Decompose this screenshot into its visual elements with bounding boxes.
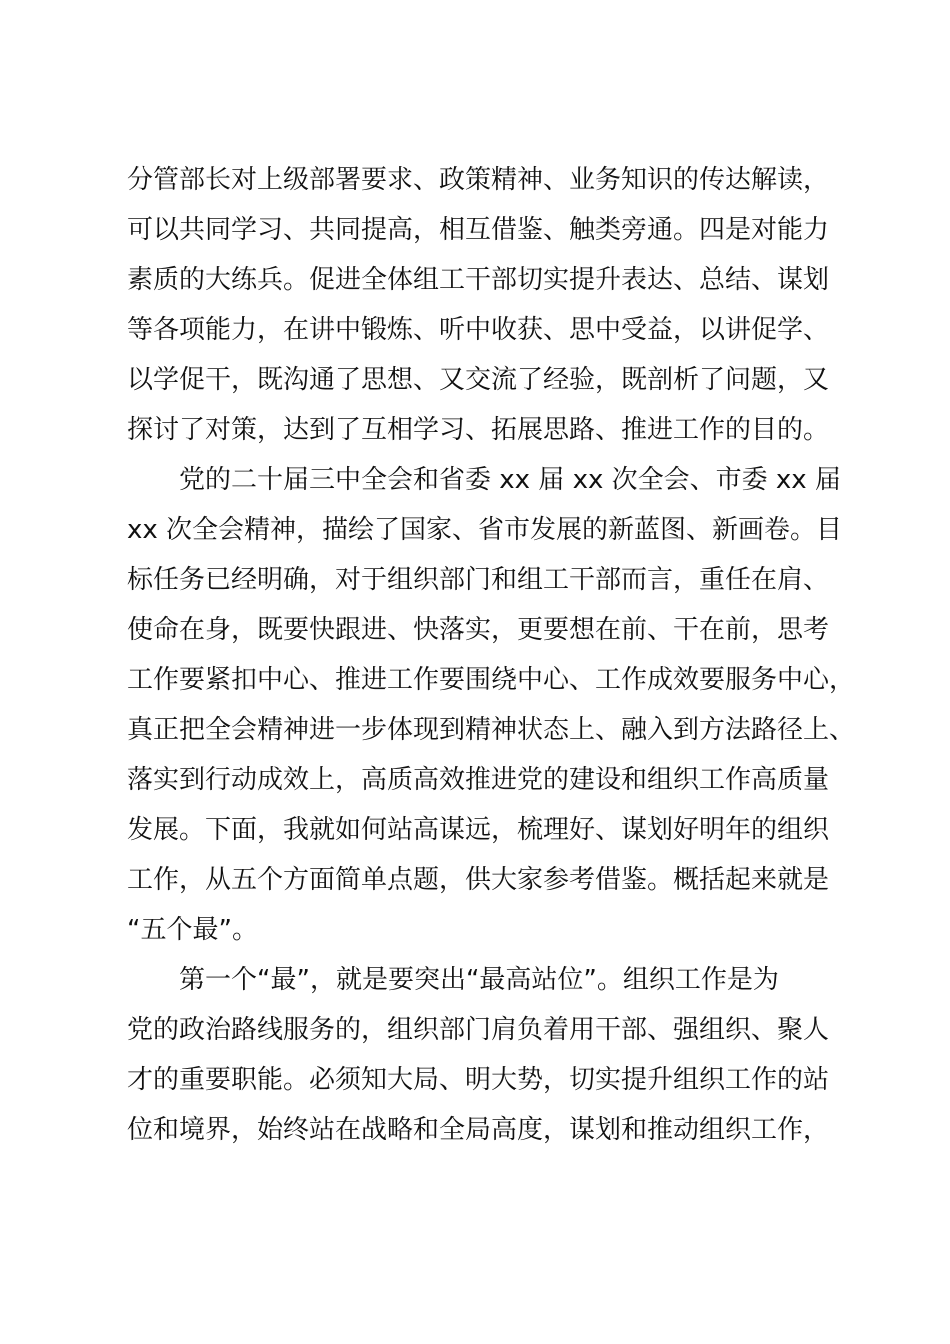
text-line: 素质的大练兵。促进全体组工干部切实提升表达、总结、谋划 <box>127 265 830 295</box>
text-line: xx 次全会精神，描绘了国家、省市发展的新蓝图、新画卷。目 <box>127 515 843 545</box>
text-line: 探讨了对策，达到了互相学习、拓展思路、推进工作的目的。 <box>127 415 830 445</box>
text-line: 标任务已经明确，对于组织部门和组工干部而言，重任在肩、 <box>127 565 830 595</box>
text-line: 党的政治路线服务的，组织部门肩负着用干部、强组织、聚人 <box>127 1015 830 1045</box>
text-line: 分管部长对上级部署要求、政策精神、业务知识的传达解读， <box>127 165 830 195</box>
text-line: 发展。下面，我就如何站高谋远，梳理好、谋划好明年的组织 <box>127 815 830 845</box>
text-line: 落实到行动成效上，高质高效推进党的建设和组织工作高质量 <box>127 765 830 795</box>
text-line: 才的重要职能。必须知大局、明大势，切实提升组织工作的站 <box>127 1065 830 1095</box>
paragraph-start-line: 党的二十届三中全会和省委 xx 届 xx 次全会、市委 xx 届 <box>179 465 841 495</box>
text-line: 真正把全会精神进一步体现到精神状态上、融入到方法路径上、 <box>127 715 856 745</box>
text-line: 以学促干，既沟通了思想、又交流了经验，既剖析了问题，又 <box>127 365 830 395</box>
text-line: 等各项能力，在讲中锻炼、听中收获、思中受益，以讲促学、 <box>127 315 830 345</box>
paragraph-start-line: 第一个“最”，就是要突出“最高站位”。组织工作是为 <box>179 965 779 995</box>
text-line: 位和境界，始终站在战略和全局高度，谋划和推动组织工作， <box>127 1115 830 1145</box>
document-body <box>127 155 867 1155</box>
text-line: 工作，从五个方面简单点题，供大家参考借鉴。概括起来就是 <box>127 865 830 895</box>
text-line: 使命在身，既要快跟进、快落实，更要想在前、干在前，思考 <box>127 615 830 645</box>
text-line: “五个最”。 <box>127 915 258 945</box>
text-line: 工作要紧扣中心、推进工作要围绕中心、工作成效要服务中心， <box>127 665 856 695</box>
text-line: 可以共同学习、共同提高，相互借鉴、触类旁通。四是对能力 <box>127 215 830 245</box>
